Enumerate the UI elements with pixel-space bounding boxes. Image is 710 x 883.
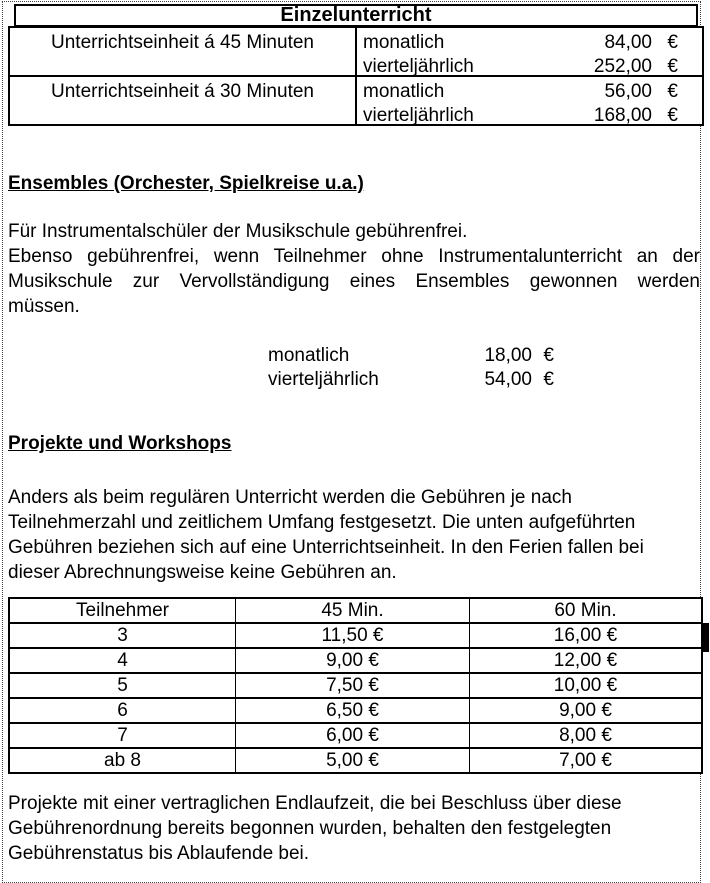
price-amount: 18,00 bbox=[484, 345, 532, 366]
table-row bbox=[10, 647, 701, 672]
table-cell: ab 8 bbox=[10, 749, 236, 772]
currency-symbol: € bbox=[543, 345, 554, 366]
paragraph-line: Gebühren beziehen sich auf eine Unterrichtseinheit. In den Ferien fallen bei bbox=[8, 537, 644, 558]
teilnehmer-table bbox=[8, 597, 703, 774]
table-edge-artifact bbox=[703, 623, 709, 652]
table-row bbox=[10, 747, 701, 772]
projekte-paragraph bbox=[8, 485, 700, 585]
lesson-type-cell: Unterrichtseinheit á 45 Minuten bbox=[10, 28, 357, 75]
ensembles-heading: Ensembles (Orchester, Spielkreise u.a.) bbox=[8, 173, 364, 194]
paragraph-line: Gebührenordnung bereits begonnen wurden, behalten den festgelegten bbox=[8, 818, 612, 839]
table-row bbox=[10, 697, 701, 722]
einzelunterricht-table-body bbox=[8, 26, 704, 126]
paragraph-line: Anders als beim regulären Unterricht werden die Gebühren je nach bbox=[8, 487, 572, 508]
table-cell: 6,00 € bbox=[236, 724, 470, 747]
price-cell bbox=[357, 77, 702, 124]
table-cell: 10,00 € bbox=[553, 675, 618, 696]
paragraph-line: Für Instrumentalschüler der Musikschule gebührenfrei. bbox=[8, 221, 468, 242]
price-period: monatlich bbox=[363, 32, 445, 53]
price-amount: 56,00 bbox=[604, 81, 652, 102]
table-row bbox=[10, 75, 702, 124]
price-line bbox=[363, 55, 678, 79]
paragraph-line: Gebührenstatus bis Ablaufende bei. bbox=[8, 843, 310, 864]
table-header-row bbox=[10, 599, 701, 622]
price-amount: 84,00 bbox=[604, 32, 652, 53]
ensembles-paragraph bbox=[8, 219, 700, 319]
price-amount: 168,00 bbox=[593, 105, 652, 126]
projekte-heading: Projekte und Workshops bbox=[8, 433, 232, 454]
table-cell: 5,00 € bbox=[236, 749, 470, 772]
price-period: vierteljährlich bbox=[363, 56, 474, 77]
currency-symbol: € bbox=[667, 56, 678, 77]
table-cell: 4 bbox=[10, 649, 236, 672]
currency-symbol: € bbox=[667, 32, 678, 53]
table-cell: 7 bbox=[10, 724, 236, 747]
price-period: vierteljährlich bbox=[363, 105, 474, 126]
closing-paragraph bbox=[8, 791, 700, 866]
table-cell: 7,50 € bbox=[236, 674, 470, 697]
paragraph-line: Teilnehmerzahl und zeitlichem Umfang festgesetzt. Die unten aufgeführten bbox=[8, 512, 636, 533]
einzelunterricht-table-title: Einzelunterricht bbox=[14, 4, 698, 26]
einzelunterricht-table bbox=[8, 4, 704, 126]
table-cell: 11,50 € bbox=[236, 624, 470, 647]
paragraph-line: Projekte mit einer vertraglichen Endlaufzeit, die bei Beschluss über diese bbox=[8, 793, 622, 814]
column-header: 60 Min. bbox=[554, 600, 617, 621]
table-cell: 12,00 € bbox=[553, 650, 618, 671]
lesson-type-cell: Unterrichtseinheit á 30 Minuten bbox=[10, 77, 357, 124]
table-cell: 7,00 € bbox=[559, 750, 612, 771]
price-line bbox=[268, 344, 554, 368]
table-cell: 5 bbox=[10, 674, 236, 697]
column-header: Teilnehmer bbox=[10, 599, 236, 622]
price-line bbox=[363, 31, 678, 55]
paragraph-line: dieser Abrechnungsweise keine Gebühren an. bbox=[8, 562, 397, 583]
price-period: vierteljährlich bbox=[268, 369, 379, 390]
currency-symbol: € bbox=[667, 81, 678, 102]
table-cell: 16,00 € bbox=[553, 625, 618, 646]
paragraph-line: müssen. bbox=[8, 296, 80, 317]
price-line bbox=[363, 80, 678, 104]
table-cell: 6,50 € bbox=[236, 699, 470, 722]
price-line bbox=[363, 104, 678, 128]
ensembles-price-block bbox=[268, 344, 554, 392]
table-cell: 9,00 € bbox=[236, 649, 470, 672]
price-amount: 252,00 bbox=[593, 56, 652, 77]
price-period: monatlich bbox=[268, 345, 350, 366]
table-cell: 6 bbox=[10, 699, 236, 722]
price-amount: 54,00 bbox=[484, 369, 532, 390]
paragraph-line: Ebenso gebührenfrei, wenn Teilnehmer ohne Instrumentalunterricht an der bbox=[8, 246, 700, 267]
table-cell: 3 bbox=[10, 624, 236, 647]
table-cell: 8,00 € bbox=[559, 725, 612, 746]
currency-symbol: € bbox=[543, 369, 554, 390]
table-row bbox=[10, 28, 702, 75]
table-row bbox=[10, 622, 701, 647]
table-row bbox=[10, 672, 701, 697]
column-header: 45 Min. bbox=[236, 599, 470, 622]
price-period: monatlich bbox=[363, 81, 445, 102]
paragraph-line: Musikschule zur Vervollständigung eines Ensembles gewonnen werden bbox=[8, 271, 700, 292]
currency-symbol: € bbox=[667, 105, 678, 126]
price-line bbox=[268, 368, 554, 392]
price-cell bbox=[357, 28, 702, 75]
table-row bbox=[10, 722, 701, 747]
table-cell: 9,00 € bbox=[559, 700, 612, 721]
